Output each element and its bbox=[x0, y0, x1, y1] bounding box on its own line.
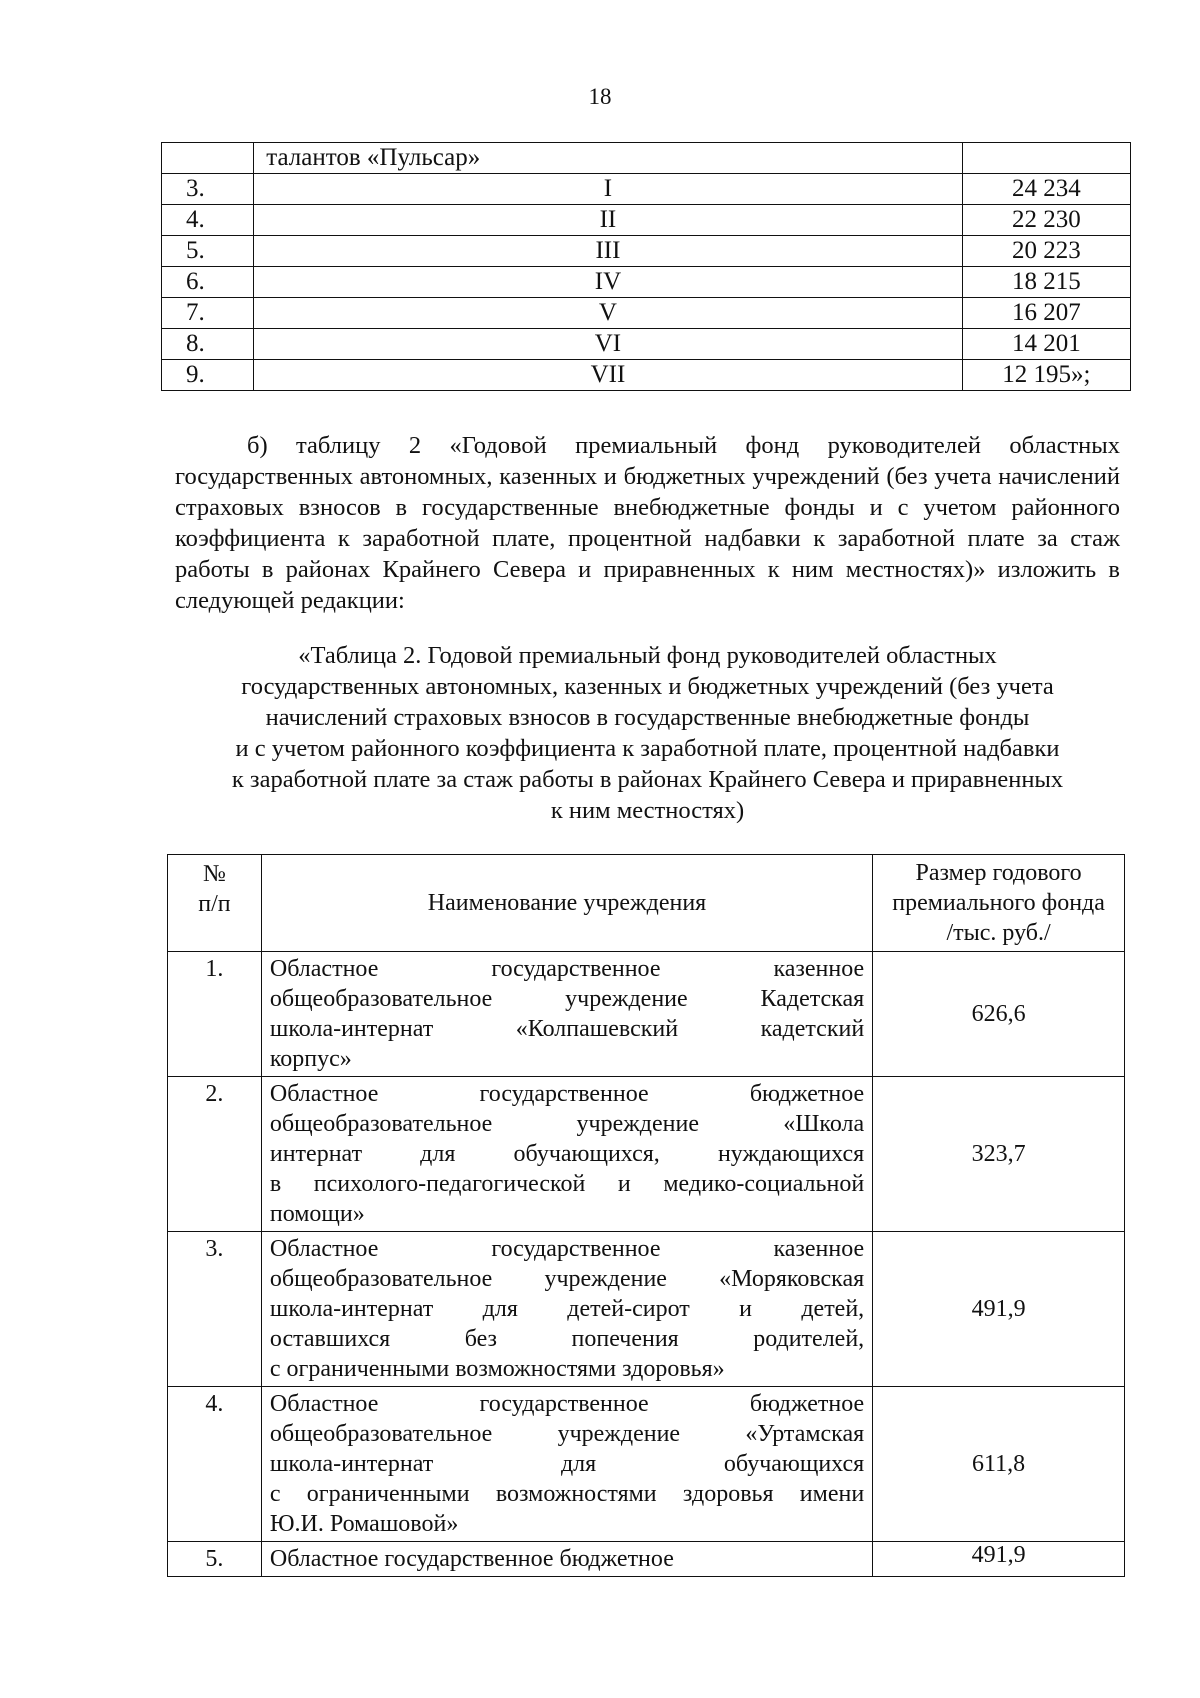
table-cell-value: 20 223 bbox=[962, 236, 1130, 267]
table-cell-value: 16 207 bbox=[962, 298, 1130, 329]
table-cell-value bbox=[962, 143, 1130, 174]
institution-name-line: Областное государственное казенное bbox=[269, 1236, 865, 1262]
fund-value: 323,7 bbox=[873, 1077, 1125, 1232]
header-fund-line2: премиального фонда bbox=[892, 890, 1105, 916]
table-row bbox=[168, 952, 1125, 1077]
table-row bbox=[168, 1077, 1125, 1232]
institution-name-line: интернат для обучающихся, нуждающихся bbox=[269, 1141, 865, 1167]
row-num: 1. bbox=[168, 952, 262, 1077]
fund-value: 491,9 bbox=[873, 1542, 1125, 1577]
table-cell-group: II bbox=[254, 205, 962, 236]
caption-line: к ним местностях) bbox=[550, 797, 745, 824]
table-cell-value: 12 195»; bbox=[962, 360, 1130, 391]
institution-name-line: школа-интернат «Колпашевский кадетский bbox=[269, 1016, 865, 1042]
table-cell-num: 8. bbox=[162, 329, 254, 360]
table-row bbox=[162, 174, 1131, 205]
caption-line: «Таблица 2. Годовой премиальный фонд руководителей областных bbox=[298, 642, 997, 669]
table-row bbox=[168, 1387, 1125, 1542]
fund-value: 626,6 bbox=[873, 952, 1125, 1077]
institution-name bbox=[261, 952, 872, 1077]
header-num-line2: п/п bbox=[198, 891, 231, 917]
header-num bbox=[168, 855, 262, 952]
institution-name bbox=[261, 1232, 872, 1387]
caption-line: и с учетом районного коэффициента к заработной плате, процентной надбавки bbox=[235, 735, 1060, 762]
institution-fund-table bbox=[167, 854, 1125, 1577]
fund-value: 611,8 bbox=[873, 1387, 1125, 1542]
table-row bbox=[162, 329, 1131, 360]
institution-name bbox=[261, 1077, 872, 1232]
row-num: 4. bbox=[168, 1387, 262, 1542]
table-cell-num: 5. bbox=[162, 236, 254, 267]
institution-name-line: общеобразовательное учреждение Кадетская bbox=[269, 986, 865, 1012]
table-cell-group: V bbox=[254, 298, 962, 329]
table-row bbox=[162, 360, 1131, 391]
table-row bbox=[162, 236, 1131, 267]
row-num: 5. bbox=[168, 1542, 262, 1577]
table-cell-num: 4. bbox=[162, 205, 254, 236]
table-row bbox=[168, 1542, 1125, 1577]
institution-name-line: помощи» bbox=[269, 1201, 365, 1227]
institution-name-line: общеобразовательное учреждение «Школа bbox=[269, 1111, 865, 1137]
table-row bbox=[162, 205, 1131, 236]
institution-name-line: Областное государственное бюджетное bbox=[269, 1391, 865, 1417]
table-cell-name: талантов «Пульсар» bbox=[254, 143, 962, 174]
institution-name-line: общеобразовательное учреждение «Уртамская bbox=[269, 1421, 865, 1447]
institution-name-line: корпус» bbox=[269, 1046, 352, 1072]
header-name: Наименование учреждения bbox=[261, 855, 872, 952]
table-cell-num: 9. bbox=[162, 360, 254, 391]
table-row bbox=[168, 1232, 1125, 1387]
table-caption bbox=[175, 640, 1120, 826]
fund-value: 491,9 bbox=[873, 1232, 1125, 1387]
header-fund-line3: /тыс. руб./ bbox=[946, 920, 1051, 946]
table-cell-value: 18 215 bbox=[962, 267, 1130, 298]
table-cell-group: VI bbox=[254, 329, 962, 360]
institution-name-line: в психолого-педагогической и медико-социальной bbox=[269, 1171, 865, 1197]
table-row bbox=[162, 298, 1131, 329]
table-cell-value: 24 234 bbox=[962, 174, 1130, 205]
table-cell-num: 6. bbox=[162, 267, 254, 298]
table-row bbox=[162, 267, 1131, 298]
institution-name-line: оставшихся без попечения родителей, bbox=[269, 1326, 865, 1352]
table-cell-group: III bbox=[254, 236, 962, 267]
institution-name-line: школа-интернат для обучающихся bbox=[269, 1451, 865, 1477]
page-number: 18 bbox=[588, 84, 612, 109]
table-cell-group: I bbox=[254, 174, 962, 205]
table-cell-group: VII bbox=[254, 360, 962, 391]
row-num: 2. bbox=[168, 1077, 262, 1232]
header-num-line1: № bbox=[202, 861, 226, 887]
grade-fund-table bbox=[161, 142, 1131, 391]
institution-name-line: Областное государственное бюджетное bbox=[269, 1546, 674, 1572]
table-cell-num: 7. bbox=[162, 298, 254, 329]
caption-line: начислений страховых взносов в государственные внебюджетные фонды bbox=[265, 704, 1030, 731]
table-cell-num bbox=[162, 143, 254, 174]
institution-name-line: школа-интернат для детей-сирот и детей, bbox=[269, 1296, 865, 1322]
institution-name-line: Ю.И. Ромашовой» bbox=[269, 1511, 459, 1537]
institution-name bbox=[261, 1387, 872, 1542]
table-row bbox=[162, 143, 1131, 174]
table-cell-group: IV bbox=[254, 267, 962, 298]
header-fund bbox=[873, 855, 1125, 952]
institution-name-line: с ограниченными возможностями здоровья имени bbox=[269, 1481, 865, 1507]
institution-name bbox=[261, 1542, 872, 1577]
row-num: 3. bbox=[168, 1232, 262, 1387]
table-cell-value: 22 230 bbox=[962, 205, 1130, 236]
caption-line: государственных автономных, казенных и бюджетных учреждений (без учета bbox=[241, 673, 1054, 700]
institution-name-line: общеобразовательное учреждение «Моряковская bbox=[269, 1266, 865, 1292]
institution-name-line: Областное государственное бюджетное bbox=[269, 1081, 865, 1107]
table-header-row bbox=[168, 855, 1125, 952]
institution-name-line: Областное государственное казенное bbox=[269, 956, 865, 982]
caption-line: к заработной плате за стаж работы в районах Крайнего Севера и приравненных bbox=[231, 766, 1064, 793]
institution-name-line: с ограниченными возможностями здоровья» bbox=[269, 1356, 725, 1382]
header-fund-line1: Размер годового bbox=[915, 860, 1082, 886]
amendment-paragraph: б) таблицу 2 «Годовой премиальный фонд руководителей областных государственных автономных, казенных и бюджетных учреждений (без учета начислений страховых взносов в государственные внебюджетные фонды и с учетом районного коэффициента к заработной плате, процентной надбавки к заработной плате за стаж работы в районах Крайнего Севера и приравненных к ним местностях)» изложить в следующей редакции: bbox=[175, 432, 1120, 614]
table-cell-value: 14 201 bbox=[962, 329, 1130, 360]
table-cell-num: 3. bbox=[162, 174, 254, 205]
